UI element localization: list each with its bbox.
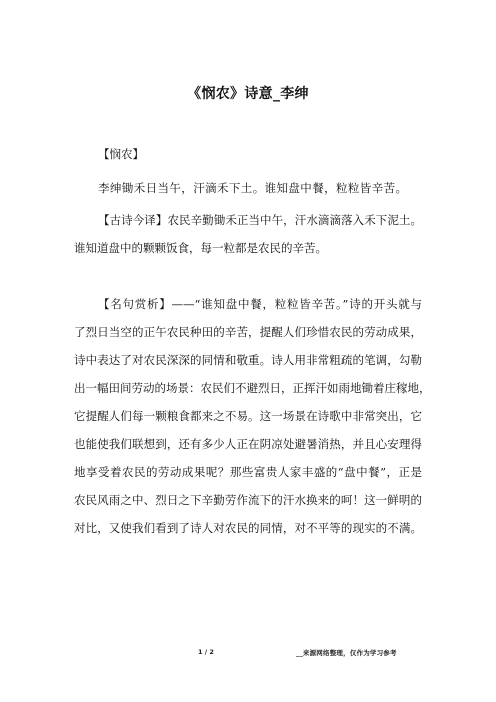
translation-line: 【古诗今译】农民辛勤锄禾正当中午，汗水滴滴落入禾下泥土。: [98, 213, 422, 227]
translation-line: 谁知道盘中的颗颗饭食，每一粒都是农民的辛苦。: [74, 241, 327, 255]
appreciation-line: 了烈日当空的正午农民种田的辛苦，提醒人们珍惜农民的劳动成果，: [74, 325, 422, 339]
appreciation-paragraph: [74, 290, 431, 542]
footer-note: __来源网络整理，仅作为学习参考: [296, 649, 397, 657]
appreciation-line: 农民风雨之中、烈日之下辛勤劳作流下的汗水换来的呵！这一鲜明的: [74, 493, 422, 507]
appreciation-line: 【名句赏析】——“谁知盘中餐，粒粒皆辛苦。”诗的开头就与: [98, 297, 422, 311]
appreciation-line: 诗中表达了对农民深深的同情和敬重。诗人用非常粗疏的笔调，勾勒: [74, 353, 422, 367]
translation-paragraph: [74, 206, 422, 262]
appreciation-line: 它提醒人们每一颗粮食都来之不易。这一场景在诗歌中非常突出，它: [74, 409, 422, 423]
appreciation-line: 地享受着农民的劳动成果呢？那些富贵人家丰盛的“盘中餐”，正是: [74, 465, 422, 479]
page-number: 1 / 2: [198, 648, 214, 656]
appreciation-line: 也能使我们联想到，还有多少人正在阴凉处避暑消热，并且心安理得: [74, 437, 422, 451]
section-heading: 【悯农】: [98, 147, 144, 161]
appreciation-line: 对比，又使我们看到了诗人对农民的同情，对不平等的现实的不满。: [74, 521, 422, 535]
page-title: 《悯农》诗意_李绅: [187, 86, 309, 102]
poem-text: 李绅锄禾日当午，汗滴禾下土。谁知盘中餐，粒粒皆辛苦。: [98, 181, 408, 195]
appreciation-line: 出一幅田间劳动的场景：农民们不避烈日，正挥汗如雨地锄着庄稼地，: [74, 381, 431, 395]
